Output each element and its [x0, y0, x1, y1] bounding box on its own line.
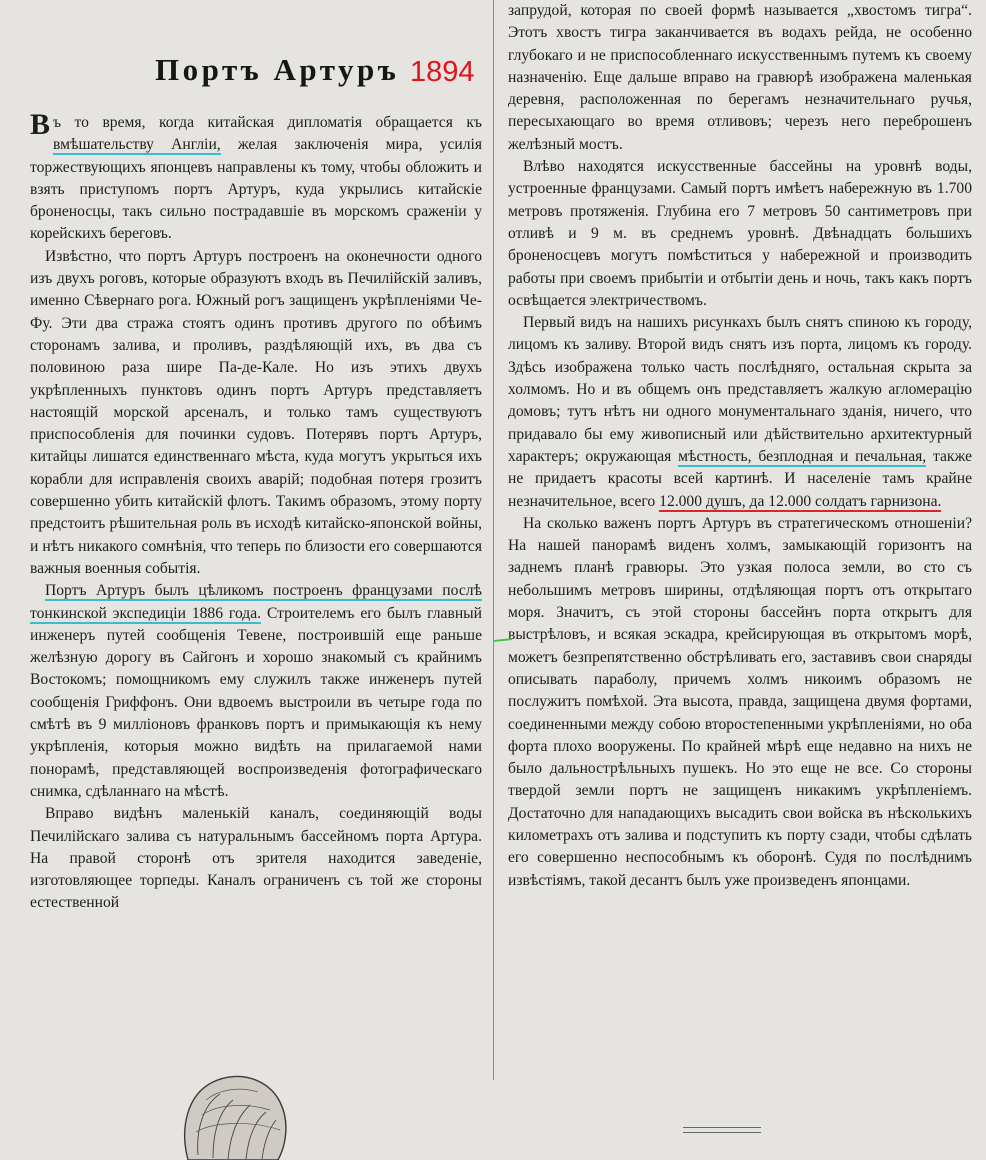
- paragraph: [508, 156, 972, 312]
- text-run: желая заключенія мира, усилія торжествующихъ японцевъ направлены къ тому, чтобы обложить и взять приступомъ портъ Артуръ, куда укрылись китайскіе броненосцы, такъ сильно пострадавшіе въ морскомъ сраженіи у корейскихъ береговъ.: [30, 136, 482, 243]
- column-divider: [493, 0, 494, 1080]
- paragraph: [30, 803, 482, 914]
- text-run: Строителемъ его былъ главный инженеръ путей сообщенія Тевене, построившій еще раньше желѣзную дорогу въ Сайгонъ и хорошо знакомый съ крайнимъ Востокомъ; помощникомъ ему служилъ также инженеръ путей сообщенія Гриффонъ. Они вдвоемъ выстроили въ четыре года по смѣтѣ въ 9 милліоновъ франковъ портъ и примыкающія къ нему укрѣпленія, которыя можно видѣть на прилагаемой нами понорамѣ, представляющей воспроизведенія фотографическаго снимка, сдѣланнаго на мѣстѣ.: [30, 604, 482, 800]
- highlighted-text-red: 12.000 душъ, да 12.000 солдатъ гарнизона.: [659, 492, 942, 510]
- paragraph: [30, 108, 482, 246]
- text-run: Первый видъ на нашихъ рисункахъ былъ снятъ спиною къ городу, лицомъ къ заливу. Второй видъ снятъ изъ порта, лицомъ къ городу. Здѣсь изображена только часть послѣдняго, остальная скрыта за холмомъ. Но и въ общемъ онъ представляетъ жалкую агломерацію домовъ; тутъ нѣтъ ни одного монументальнаго зданія, ничего, что придавало бы ему живописный или дѣйствительно архитектурный характеръ; окружающая: [508, 314, 972, 465]
- text-run: Влѣво находятся искусственные бассейны на уровнѣ воды, устроенные французами. Самый портъ имѣетъ набережную въ 1.700 метровъ протяженія. Глубина его 7 метровъ 50 сантиметровъ при отливѣ и 9 м. въ среднемъ уровнѣ. Двѣнадцать большихъ броненосцевъ могутъ помѣститься у набережной и производить работы при своемъ прибытіи и отбытіи день и ночь, такъ какъ портъ освѣщается электричествомъ.: [508, 158, 972, 309]
- engraved-portrait-fragment: [158, 1060, 308, 1160]
- paragraph: [30, 246, 482, 580]
- paragraph: [508, 513, 972, 892]
- text-run: Вправо видѣнъ маленькій каналъ, соединяющій воды Печилійскаго залива съ натуральнымъ бассейномъ порта Артура. На правой сторонѣ отъ зрителя находится заведеніе, изготовляющее торпеды. Каналъ ограниченъ съ той же стороны естественной: [30, 805, 482, 912]
- article-title: Портъ Артуръ: [155, 52, 400, 87]
- text-run: также не придаетъ красоты всей картинѣ. И населеніе тамъ крайне незначительное, всего: [508, 447, 972, 510]
- highlighted-text-blue: вмѣшательству Англіи,: [53, 136, 221, 154]
- text-run: Извѣстно, что портъ Артуръ построенъ на оконечности одного изъ двухъ роговъ, которые образуютъ входъ въ Печилійскій заливъ, именно Сѣвернаго рога. Южный рогъ защищенъ укрѣпленіями Че-Фу. Эти два стража стоятъ одинъ противъ другого по обѣимъ сторонамъ залива, и проливъ, раздѣляющій ихъ, въ два съ половиною раза шире Па-де-Кале. Но изъ этихъ двухъ укрѣпленныхъ пунктовъ одинъ портъ Артуръ представляетъ настоящій морской арсеналъ, и только тамъ существуютъ приспособленія для починки судовъ. Потерявъ портъ Артуръ, китайцы лишатся единственнаго мѣста, куда могутъ укрыться ихъ корабли для исправленія своихъ аварій; подобная потеря грозитъ совершенно убить китайскій флотъ. Такимъ образомъ, этому порту предстоитъ рѣшительная роль въ исходѣ китайско-японской войны, и нѣтъ никакого сомнѣнія, что теперь по близости его совершаются важныя военныя событія.: [30, 247, 482, 577]
- text-run: На сколько важенъ портъ Артуръ въ стратегическомъ отношеніи? На нашей панорамѣ виденъ холмъ, замыкающій горизонтъ на заднемъ планѣ гравюры. Это узкая полоса земли, во сто съ небольшимъ метровъ ширины, отдѣляющая портъ отъ открытаго моря. Значитъ, съ этой стороны бассейнъ порта открытъ для выстрѣловъ, и всякая эскадра, крейсирующая въ открытомъ морѣ, можетъ безпрепятственно обстрѣливать его, заставивъ свои снаряды описывать параболу, причемъ холмъ никоимъ образомъ не послужитъ помѣхой. Эта высота, правда, защищена двумя фортами, соединенными между собою второстепенными укрѣпленіями, но оба форта плохо вооружены. По крайней мѣрѣ еще недавно на нихъ не было дальнострѣльныхъ пушекъ. Но это еще не все. Со стороны твердой земли портъ не защищенъ никакимъ укрѣпленіемъ. Достаточно для нападающихъ высадить свои войска въ нѣсколькихъ километрахъ отъ залива и подступить къ порту сзади, чтобы сдѣлать его совершенно неспособнымъ къ оборонѣ. Судя по послѣднимъ извѣстіямъ, такой десантъ былъ уже произведенъ японцами.: [508, 514, 972, 889]
- drop-cap: В: [30, 108, 51, 141]
- end-rule-top: [683, 1127, 761, 1128]
- year-annotation: 1894: [410, 56, 475, 88]
- paragraph: [30, 580, 482, 803]
- text-run: запрудой, которая по своей формѣ называется „хвостомъ тигра“. Этотъ хвостъ тигра заканчивается въ водахъ рейда, не особенно глубокаго и не приспособленнаго искусственнымъ путемъ къ своему назначенію. Еще дальше вправо на гравюрѣ изображена маленькая деревня, расположенная по берегамъ незначительнаго ручья, пересыхающаго во время отливовъ; черезъ него переброшенъ желѣзный мостъ.: [508, 2, 972, 153]
- right-column: [508, 0, 972, 892]
- left-column: [30, 108, 482, 915]
- end-rule-bottom: [683, 1132, 761, 1133]
- highlighted-text-blue: Портъ Артуръ былъ цѣликомъ построенъ французами послѣ тонкинской экспедиціи 1886 года.: [30, 582, 482, 622]
- text-run: ъ то время, когда китайская дипломатія обращается къ: [53, 114, 482, 131]
- paragraph: [508, 0, 972, 156]
- paragraph: [508, 312, 972, 513]
- highlighted-text-blue: мѣстность, безплодная и печальная,: [678, 447, 927, 465]
